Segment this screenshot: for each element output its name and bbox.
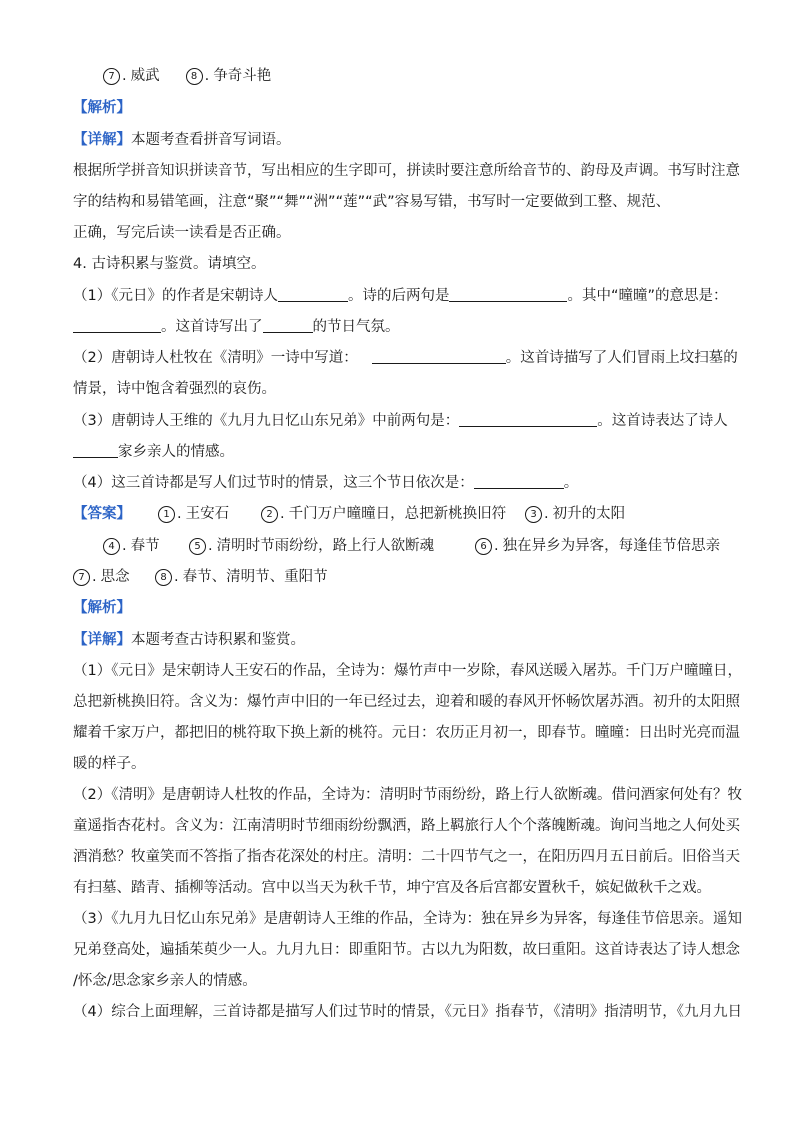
question-sub-2 [73,348,738,368]
question-sub-4 [73,473,733,493]
answer-blank [73,318,161,333]
answer-item: 8 . 春节、清明节、重阳节 [155,567,328,587]
detail-paragraph [73,630,733,650]
question-text: 家乡亲人的情感。 [118,444,234,460]
explain-line: （2）《清明》是唐朝诗人杜牧的作品，全诗为：清明时节雨纷纷，路上行人欲断魂。借问酒家何处有？牧 [73,787,742,803]
question-title: 4. 古诗积累与鉴赏。请填空。 [73,256,266,272]
answer-row-2 [103,536,763,556]
explain-line: 根据所学拼音知识拼读音节，写出相应的生字即可，拼读时要注意所给音节的、韵母及声调。书写时注意 [73,163,740,179]
question-text: （3）唐朝诗人王维的《九月九日忆山东兄弟》中前两句是： [73,413,460,429]
answer-row-1 [73,504,733,524]
question-text: （2）唐朝诗人杜牧在《清明》一诗中写道： [73,350,358,366]
answer-text: 独在异乡为异客，每逢佳节倍思亲 [502,538,721,554]
answer-number: 6 [475,538,492,555]
answer-blank [263,318,313,333]
question-text: 。这首诗表达了诗人 [597,413,728,429]
analysis-tag: 【解析】 [73,100,131,116]
explain-line: 有扫墓、踏青、插柳等活动。宫中以当天为秋千节，坤宁宫及各后宫都安置秋千，嫔妃做秋千之戏。 [73,880,711,896]
answer-number: 1 [158,506,175,523]
answer-number: 5 [189,538,206,555]
answer-blank [459,412,597,427]
explain-line: 酒消愁？牧童笑而不答指了指杏花深处的村庄。清明：二十四节气之一，在阳历四月五日前后。旧俗当天 [73,849,740,865]
explain-line: （3）《九月九日忆山东兄弟》是唐朝诗人王维的作品，全诗为：独在异乡为异客，每逢佳节倍思亲。遥知 [73,911,742,927]
question-sub-1-cont [73,317,733,337]
detail-paragraph [73,130,733,150]
explain-line: /怀念/思念家乡亲人的情感。 [73,973,257,989]
answer-item: 6 . 独在异乡为异客，每逢佳节倍思亲 [475,536,720,556]
question-text: 。 [563,475,579,491]
answer-text: 威武 [130,68,160,84]
answer-row-top [103,66,763,86]
answer-text: 春节 [130,538,160,554]
question-text: 。其中“曈曈”的意思是： [567,288,728,304]
question-text: 。这首诗写出了 [161,319,263,335]
answer-blank [474,474,564,489]
answer-number: 8 [186,68,203,85]
answer-item: 7 . 威武 [103,66,181,86]
answer-blank [278,287,348,302]
answer-blank [73,443,118,458]
analysis-tag: 【解析】 [73,600,131,616]
explain-line: 童遥指杏花村。含义为：江南清明时节细雨纷纷飘洒，路上羁旅行人个个落魄断魂。询问当地之人何处买 [73,818,740,834]
question-text: （1）《元日》的作者是宋朝诗人 [73,288,278,304]
answer-text: 王安石 [185,506,230,522]
answer-text: 千门万户曈曈日，总把新桃换旧符 [288,506,507,522]
answer-text: 争奇斗艳 [213,68,272,84]
explain-line: 兄弟登高处，遍插茱萸少一人。九月九日：即重阳节。古以九为阳数，故曰重阳。这首诗表达了诗人想念 [73,942,740,958]
answer-number: 7 [73,569,90,586]
question-text: 。诗的后两句是 [347,288,450,304]
answer-blank [372,349,506,364]
answer-number: 4 [103,538,120,555]
answer-number: 7 [103,68,120,85]
answer-row-3 [73,567,733,587]
answer-text: 初升的太阳 [552,506,626,522]
question-sub-3 [73,411,733,431]
detail-tag: 【详解】 [73,632,131,648]
answer-item: 5 . 清明时节雨纷纷，路上行人欲断魂 [189,536,475,556]
explain-line: 总把新桃换旧符。含义为：爆竹声中旧的一年已经过去，迎着和暖的春风开怀畅饮屠苏酒。初升的太阳照 [73,694,740,710]
question-text: 的节日气氛。 [312,319,400,335]
question-text: 。这首诗描写了人们冒雨上坟扫墓的 [505,350,738,366]
detail-tag: 【详解】 [73,132,131,148]
explain-line: （4）综合上面理解，三首诗都是描写人们过节时的情景，《元日》指春节，《清明》指清明节，《九月九日 [73,1004,742,1020]
answer-number: 8 [155,569,172,586]
answer-item: 2 . 千门万户曈曈日，总把新桃换旧符 [261,504,525,524]
answer-item: 8 . 争奇斗艳 [186,66,272,86]
answer-item: 4 . 春节 [103,536,189,556]
question-sub-2-cont: 情景，诗中饱含着强烈的哀伤。 [73,381,276,397]
answer-item: 1 . 王安石 [158,504,261,524]
detail-text: 本题考查看拼音写词语。 [131,132,291,148]
detail-text: 本题考查古诗积累和鉴赏。 [131,632,305,648]
answer-number: 3 [525,506,542,523]
answer-text: 思念 [100,569,130,585]
answer-text: 清明时节雨纷纷，路上行人欲断魂 [216,538,435,554]
question-sub-3-cont [73,442,733,462]
explain-line: 耀着千家万户，都把旧的桃符取下换上新的桃符。元日：农历正月初一，即春节。曈曈：日出时光亮而温 [73,725,740,741]
answer-tag: 【答案】 [73,506,131,522]
answer-number: 2 [261,506,278,523]
explain-line: 正确，写完后读一读看是否正确。 [73,225,291,241]
answer-item: 3 . 初升的太阳 [525,504,625,524]
question-sub-1 [73,286,733,306]
answer-item: 7 . 思念 [73,567,155,587]
explain-line: （1）《元日》是宋朝诗人王安石的作品，全诗为：爆竹声中一岁除，春风送暖入屠苏。千门万户曈曈日， [73,663,742,679]
question-text: （4）这三首诗都是写人们过节时的情景，这三个节日依次是： [73,475,474,491]
explain-line: 字的结构和易错笔画，注意“聚”“舞”“洲”“莲”“武”容易写错，书写时一定要做到工整、规范、 [73,194,671,210]
answer-text: 春节、清明节、重阳节 [182,569,328,585]
answer-blank [449,287,567,302]
explain-line: 暖的样子。 [73,756,146,772]
